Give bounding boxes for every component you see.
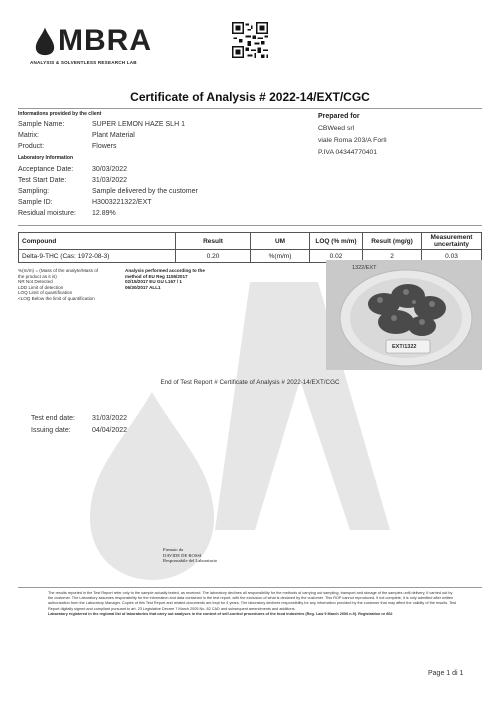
col-result: Result xyxy=(176,233,251,250)
product-label: Product: xyxy=(18,143,45,150)
test-end-date-value: 31/03/2022 xyxy=(92,415,128,422)
photo-sample-label: EXT/1322 xyxy=(392,344,417,350)
col-result-mg: Result (mg/g) xyxy=(363,233,422,250)
residual-moisture-label: Residual moisture: xyxy=(18,210,76,217)
title-divider xyxy=(18,108,482,109)
lab-section-header: Laboratory Information xyxy=(18,155,74,161)
sample-photo xyxy=(326,260,482,370)
brand-name: MBRA xyxy=(58,24,152,57)
units-legend xyxy=(18,268,122,302)
registration-note: Laboratory registered in the regional list of laboratories that carry out analyses in the context of self-control procedures of the food industries (Reg. Law 9 March 2006 n.9). Registration nr 862 xyxy=(48,611,393,616)
document-title: Certificate of Analysis # 2022-14/EXT/CGC xyxy=(130,90,370,104)
method-line: method of EU Reg 1155/2017 xyxy=(125,273,188,279)
issuing-date-value: 04/04/2022 xyxy=(92,427,128,434)
page-number: Page 1 di 1 xyxy=(428,670,464,677)
results-header-row xyxy=(19,233,482,250)
sample-id-label: Sample ID: xyxy=(18,199,53,206)
sample-name-value: SUPER LEMON HAZE SLH 1 xyxy=(92,121,185,128)
end-of-report-note: End of Test Report # Certificate of Analysis # 2022-14/EXT/CGC xyxy=(160,379,340,386)
sampling-label: Sampling: xyxy=(18,188,50,195)
client-address: viale Roma 203/A Forlì xyxy=(318,137,387,144)
acceptance-date-value: 30/03/2022 xyxy=(92,166,128,173)
digital-signature xyxy=(163,547,217,564)
prepared-for-title: Prepared for xyxy=(318,113,360,120)
test-start-date-value: 31/03/2022 xyxy=(92,177,128,184)
product-value: Flowers xyxy=(92,143,117,150)
matrix-value: Plant Material xyxy=(92,132,135,139)
cell-uncertainty: 0.03 xyxy=(422,250,482,263)
sample-name-label: Sample Name: xyxy=(18,121,65,128)
signature-line: Firmato da xyxy=(163,547,184,552)
qr-code-icon xyxy=(232,22,268,58)
footer-divider xyxy=(18,587,482,588)
client-section-header: Informations provided by the client xyxy=(18,111,102,117)
ambra-logo-drop-icon xyxy=(32,26,58,56)
signer-name: DAVIDE DE ROSSI xyxy=(163,552,202,558)
matrix-label: Matrix: xyxy=(18,132,39,139)
method-line: Analysis performed according to the xyxy=(125,268,205,273)
cell-loq: 0.02 xyxy=(310,250,363,263)
cell-um: %(m/m) xyxy=(251,250,310,263)
sampling-value: Sample delivered by the customer xyxy=(92,188,198,195)
disclaimer-text: The results reported in the Test Report refer only to the sample actually tested, as received. The laboratory declines all responsibility for the methods of carrying out sampling, transport and storage of the samples until delivery, if carried out by the customer. The Laboratory assumes responsibility for the information and data contained in the test report, with the exclusion of what is declared by the customer. This ROP cannot reproduced, if not complete, it is only admitted after written authorization from the Laboratory Manager. Copies of this Test Report and related documents are kept for 4 years. The laboratory declines responsibility for any information provided by the customer that may affect the validity of the results. Test Report digitally signed and compliant pursuant to art. 23 Legislative Decree 7 March 2005 No. 82 CAD and subsequent amendments and additions. xyxy=(48,591,457,611)
brand-subtitle: ANALYSIS & SOLVENTLESS RESEARCH LAB xyxy=(30,60,137,65)
legend-line: %(m/m) = (Mass of the analyte/Mass of xyxy=(18,268,99,273)
method-note xyxy=(125,268,235,290)
results-table xyxy=(18,232,482,263)
sample-id-value: H3003221322/EXT xyxy=(92,199,152,206)
issuing-date-label: Issuing date: xyxy=(31,427,71,434)
info-divider xyxy=(18,225,482,226)
legend-line: LDD Limit of detection xyxy=(18,284,64,290)
col-loq: LOQ (% m/m) xyxy=(310,233,363,250)
cell-result: 0.20 xyxy=(176,250,251,263)
acceptance-date-label: Acceptance Date: xyxy=(18,166,74,173)
test-start-date-label: Test Start Date: xyxy=(18,177,67,184)
client-company: CBWeed srl xyxy=(318,125,355,132)
cell-result-mg: 2 xyxy=(363,250,422,263)
client-vat: P.IVA 04344770401 xyxy=(318,149,378,156)
method-line: 02/15/2017 EU GU L167 / 1 xyxy=(125,279,182,285)
col-um: UM xyxy=(251,233,310,250)
legend-line: <LOQ Below the limit of quantification xyxy=(18,295,95,301)
cell-compound: Delta-9-THC (Cas: 1972-08-3) xyxy=(19,250,176,263)
method-line: 06/30/2017 ALL1 xyxy=(125,284,161,290)
legal-disclaimer xyxy=(48,591,458,617)
residual-moisture-value: 12.89% xyxy=(92,210,116,217)
col-uncertainty: Measurement uncertainty xyxy=(422,233,482,250)
legend-line: the product as it is) xyxy=(18,273,57,279)
legend-line: NR Not Detected xyxy=(18,279,53,285)
signer-role: Responsabile del Laboratorio xyxy=(163,558,218,564)
col-compound: Compound xyxy=(19,233,176,250)
photo-tag-top: 1322/EXT xyxy=(352,265,377,271)
test-end-date-label: Test end date: xyxy=(31,415,75,422)
legend-line: LOQ Limit of quantification xyxy=(18,290,73,296)
